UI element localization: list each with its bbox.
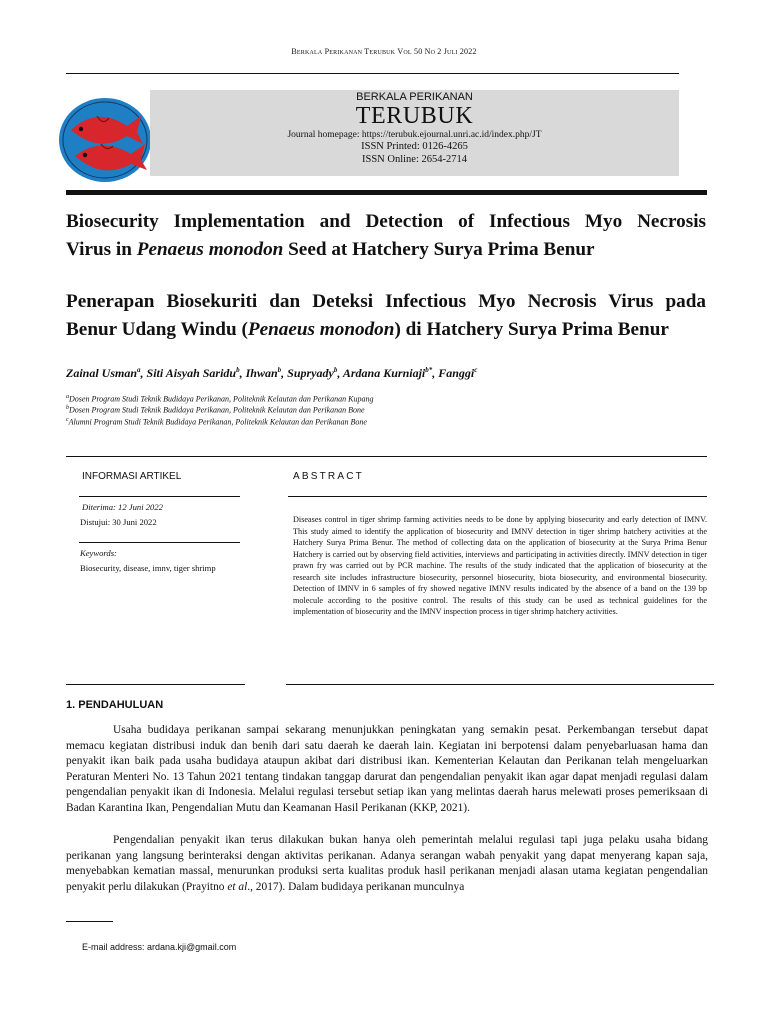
abstract-bottom-rule: [286, 684, 714, 685]
author: Supryady$^b$,: [287, 366, 343, 380]
article-info-bottom-rule: [66, 684, 245, 685]
received-date: Diterima: 12 Juni 2022: [82, 502, 163, 512]
title-id-line2: [66, 316, 706, 344]
body-paragraph: Usaha budidaya perikanan sampai sekarang menunjukkan peningkatan yang semakin pesat. Perkembangan tersebut dapat memacu kegiatan distribusi induk dan benih dari satu daerah ke daerah lain. Kegiatan ini berpotensi dalam penyebarluasan hama dan penyakit ikan baik pada usaha budidaya ataupun akibat dari distribusi ikan. Kementerian Kelautan dan Perikanan telah mengeluarkan Peraturan Menteri No. 13 Tahun 2021 tentang tindakan tanggap darurat dan pengendalian penyakit ikan agar dapat menjadi regulasi dalam pengendalian penyakit ikan di Indonesia. Melalui regulasi tersebut setiap ikan yang melintas daerah harus melewati proses pemeriksaan di Badan Karantina Ikan, Pengendalian Mutu dan Keamanan Hasil Perikanan (KKP, 2021).: [66, 724, 708, 814]
affiliation: $^a$Dosen Program Studi Teknik Budidaya Perikanan, Politeknik Kelautan dan Perikanan Kupang: [66, 394, 374, 404]
info-top-rule: [66, 456, 707, 457]
abstract-heading: ABSTRACT: [293, 471, 364, 482]
title-en-species: Penaeus monodon: [136, 239, 284, 260]
issn-online: ISSN Online: 2654-2714: [362, 154, 467, 165]
keywords-label: Keywords:: [80, 548, 117, 558]
accepted-date: Distujui: 30 Juni 2022: [80, 517, 157, 527]
issn-printed: ISSN Printed: 0126-4265: [361, 141, 468, 152]
affiliation: $^b$Dosen Program Studi Teknik Budidaya Perikanan, Politeknik Kelautan dan Perikanan Bone: [66, 405, 365, 415]
running-header-volume: Vol 50 No 2 Juli 2022: [397, 47, 477, 56]
abstract-text: Diseases control in tiger shrimp farming activities needs to be done by applying biosecurity and early detection of IMNV. This study aimed to identify the application of biosecurity and IMNV detection in tiger shrimp hatchery activities at the Hatchery Surya Prima Benur. The method of collecting data on the application of biosecurity at the Surya Prima Benur Hatchery is carried out by observing field activities, interviews and participating in activities directly. IMNV detection in tiger prawn fry was carried out by PCR machine. The results of the study indicated that the application of biosecurity at the research site includes infrastructure biosecurity, personnel biosecurity, biota biosecurity, and environmental biosecurity. Detection of IMNV in 6 samples of fry showed negative IMNV results indicated by the absence of a band on the 139 bp molecule according to the positive control. The results of this study can be used as technical guidelines for the implementation of biosecurity and the IMNV inspection process in tiger shrimp hatchery activities.: [293, 515, 707, 616]
header-rule: [66, 73, 679, 74]
title-id-pre: Benur Udang Windu (: [66, 319, 248, 340]
title-en-line1: Biosecurity Implementation and Detection of Infectious Myo Necrosis: [66, 211, 706, 232]
article-info-rule: [79, 496, 240, 497]
author: Fanggi$^c$: [438, 366, 478, 380]
running-header-journal: Berkala Perikanan Terubuk: [291, 47, 396, 56]
thick-header-rule: [66, 190, 707, 195]
footnote-rule: [66, 921, 113, 922]
title-en-post: Seed at Hatchery Surya Prima Benur: [283, 239, 595, 260]
title-id-post: ) di Hatchery Surya Prima Benur: [394, 319, 669, 340]
corresponding-email[interactable]: E-mail address: ardana.kji@gmail.com: [82, 942, 237, 952]
author: Ihwan$^b$,: [245, 366, 288, 380]
body-paragraph: Pengendalian penyakit ikan terus dilakukan bukan hanya oleh pemerintah melalui regulasi tapi juga pelaku usaha bidang perikanan yang langsung berinteraksi dengan aktivitas perikanan. Adanya serangan wabah penyakit yang dapat menyerang kapan saja, menyebabkan kematian massal, menurunkan produksi serta kualitas produk hasil perikanan menjadi alasan utama kegiatan pengendalian penyakit perlu dilakukan (Prayitno et al., 2017). Dalam budidaya perikanan munculnya: [66, 834, 708, 893]
section-heading: 1. PENDAHULUAN: [66, 699, 164, 711]
title-en-line2: [66, 236, 706, 264]
keywords-rule: [79, 542, 240, 543]
author: Ardana Kurniaji$^{b*}$,: [342, 366, 439, 380]
journal-name-top: BERKALA PERIKANAN: [356, 91, 473, 103]
article-info-heading: INFORMASI ARTIKEL: [82, 471, 182, 482]
journal-banner: [150, 90, 679, 176]
running-header: [0, 47, 768, 56]
title-id-species: Penaeus monodon: [247, 319, 395, 340]
author: Zainal Usman$^a$,: [66, 366, 147, 380]
title-en-pre: Virus in: [66, 239, 137, 260]
author-list: [66, 366, 477, 381]
journal-homepage[interactable]: Journal homepage: https://terubuk.ejournal.unri.ac.id/index.php/JT: [287, 130, 542, 140]
title-id-line1: Penerapan Biosekuriti dan Deteksi Infectious Myo Necrosis Virus pada: [66, 291, 706, 312]
fish-logo-icon: [57, 96, 155, 184]
affiliation: $^c$Alumni Program Studi Teknik Budidaya Perikanan, Politeknik Kelautan dan Perikanan Bone: [66, 417, 367, 427]
abstract-rule: [288, 496, 707, 497]
keywords-text: Biosecurity, disease, imnv, tiger shrimp: [80, 563, 216, 573]
journal-name-main: TERUBUK: [355, 103, 474, 129]
author: Siti Aisyah Saridu$^b$,: [146, 366, 246, 380]
